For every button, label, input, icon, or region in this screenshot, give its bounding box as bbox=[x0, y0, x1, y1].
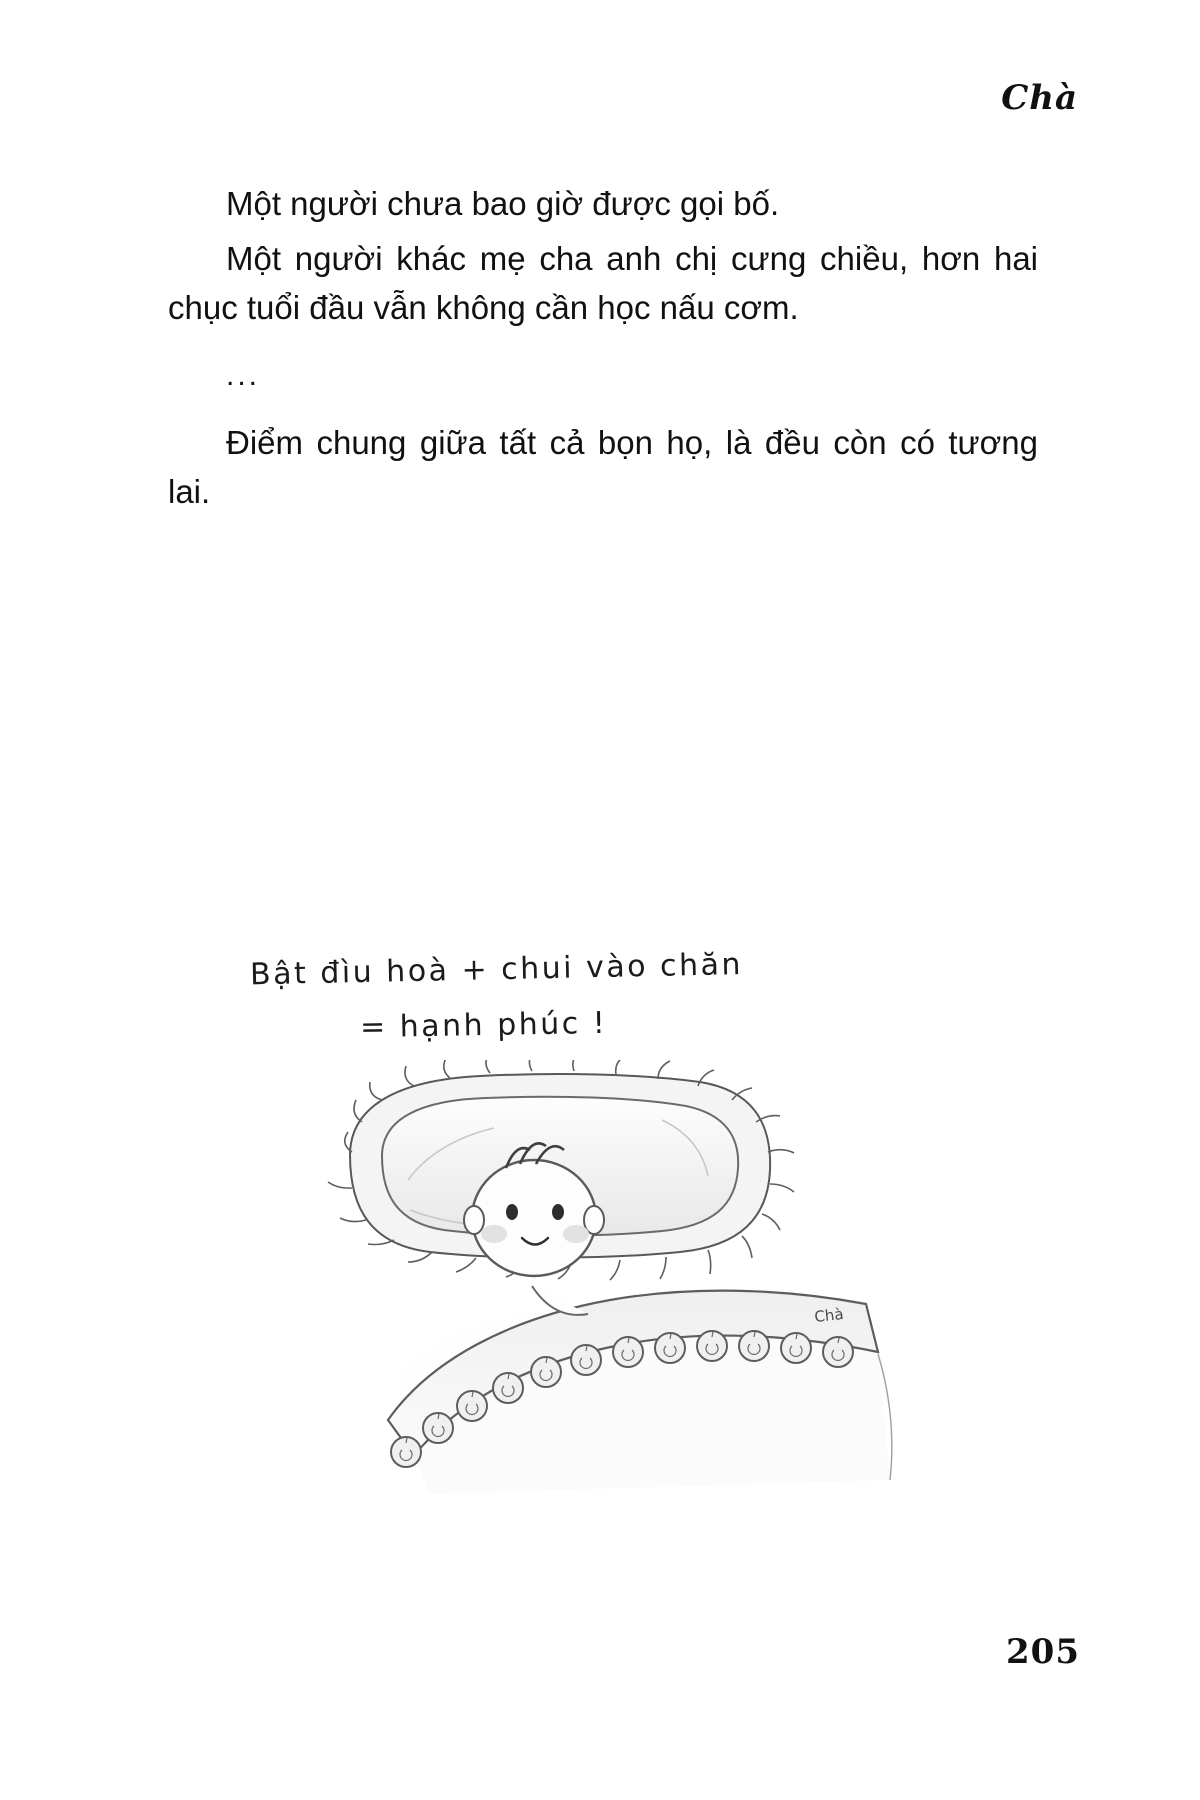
paragraph-2: Một người khác mẹ cha anh chị cưng chiều, hơn hai chục tuổi đầu vẫn không cần học nấu cơm. bbox=[168, 239, 1038, 326]
caption-line-2: = hạnh phúc ! bbox=[359, 1005, 608, 1046]
caption-line-1: Bật đìu hoà + chui vào chăn bbox=[249, 947, 744, 993]
paragraph-1: Một người chưa bao giờ được gọi bố. bbox=[226, 185, 780, 222]
artist-signature: Chà bbox=[813, 1305, 845, 1326]
page-number: 205 bbox=[1006, 1632, 1080, 1672]
paragraph-ellipsis: ... bbox=[226, 359, 261, 393]
running-head: Chà bbox=[1001, 78, 1078, 118]
illustration bbox=[230, 947, 990, 1570]
paragraph-3: Điểm chung giữa tất cả bọn họ, là đều còn có tương lai. bbox=[168, 423, 1038, 510]
illustration-caption bbox=[249, 947, 950, 1046]
baby-in-bed-drawing bbox=[310, 1060, 910, 1540]
body-text-block bbox=[168, 180, 1038, 523]
